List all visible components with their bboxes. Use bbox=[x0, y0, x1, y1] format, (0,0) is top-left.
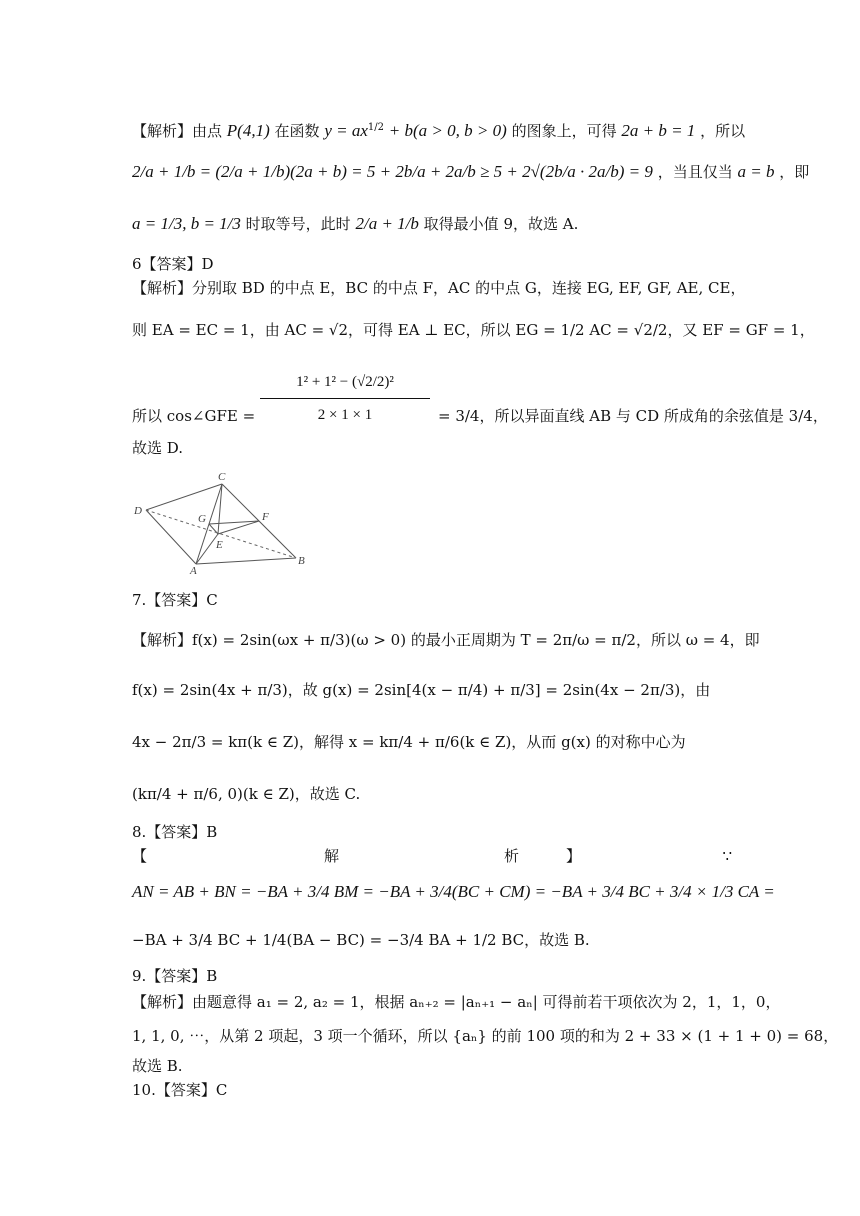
label-e: E bbox=[216, 539, 223, 551]
q5-line2 bbox=[132, 162, 810, 182]
label-a: A bbox=[190, 565, 197, 574]
q5-text: 【解析】由点 bbox=[132, 122, 223, 140]
q8-text: 析 bbox=[504, 847, 520, 865]
q5-expression: 2/a + 1/b = (2/a + 1/b)(2a + b) = 5 + 2b/a + 2a/b ≥ 5 + 2√(2b/a · 2a/b) = 9 bbox=[132, 162, 653, 181]
q5-point: P(4,1) bbox=[226, 121, 270, 140]
q5-expression: 2/a + 1/b bbox=[355, 214, 419, 233]
q5-eq: 2a + b = 1 bbox=[621, 121, 696, 140]
q6-answer: 6【答案】D bbox=[132, 255, 214, 273]
q5-text: ，即 bbox=[779, 163, 810, 181]
q8-bracket-close: 】 bbox=[566, 847, 582, 865]
q10-answer: 10.【答案】C bbox=[132, 1081, 228, 1099]
q5-func: y = ax bbox=[324, 121, 368, 140]
q9-line3: 故选 B. bbox=[132, 1057, 183, 1075]
q6-line3 bbox=[132, 372, 828, 444]
label-f: F bbox=[262, 511, 269, 523]
q6-line4: 故选 D. bbox=[132, 439, 184, 457]
label-g: G bbox=[198, 513, 206, 525]
q5-text: ，当且仅当 bbox=[657, 163, 733, 181]
q6-text: = 3/4，所以异面直线 AB 与 CD 所成角的余弦值是 3/4， bbox=[438, 407, 828, 425]
q6-fraction-numerator: 1² + 1² − (√2/2)² bbox=[260, 372, 430, 399]
q7-line2: f(x) = 2sin(4x + π/3)，故 g(x) = 2sin[4(x − π/4) + π/3] = 2sin(4x − 2π/3)，由 bbox=[132, 681, 711, 699]
q5-line1 bbox=[132, 118, 746, 141]
q5-text: 的图象上，可得 bbox=[511, 122, 617, 140]
q6-tetrahedron-figure bbox=[132, 470, 314, 574]
q5-text: 取得最小值 9，故选 A. bbox=[423, 215, 579, 233]
q5-text: 时取等号，此时 bbox=[245, 215, 351, 233]
edge-ae bbox=[196, 534, 218, 564]
q5-func-tail: + b(a > 0, b > 0) bbox=[388, 121, 507, 140]
q6-fraction-denominator: 2 × 1 × 1 bbox=[317, 407, 373, 423]
q6-line1: 【解析】分别取 BD 的中点 E，BC 的中点 F，AC 的中点 G，连接 EG, EF, GF, AE, CE， bbox=[132, 279, 746, 297]
q8-answer: 8.【答案】B bbox=[132, 823, 218, 841]
q8-bracket-open: 【 bbox=[132, 847, 148, 865]
q6-fraction bbox=[260, 372, 430, 425]
edge-dc bbox=[146, 484, 222, 510]
q7-line1: 【解析】f(x) = 2sin(ωx + π/3)(ω > 0) 的最小正周期为 T = 2π/ω = π/2，所以 ω = 4，即 bbox=[132, 631, 760, 649]
label-b: B bbox=[298, 555, 305, 567]
q8-because: ∵ bbox=[722, 847, 732, 865]
edge-ab bbox=[196, 558, 296, 564]
q5-condition: a = b bbox=[737, 162, 775, 181]
q5-line3 bbox=[132, 214, 732, 234]
q7-line4: (kπ/4 + π/6, 0)(k ∈ Z)，故选 C. bbox=[132, 785, 361, 803]
q9-line2: 1, 1, 0, ⋯，从第 2 项起，3 项一个循环，所以 {aₙ} 的前 100 项的和为 2 + 33 × (1 + 1 + 0) = 68， bbox=[132, 1027, 839, 1045]
q9-answer: 9.【答案】B bbox=[132, 967, 218, 985]
q6-text: 所以 cos∠GFE = bbox=[132, 407, 256, 425]
q5-text: 在函数 bbox=[274, 122, 320, 140]
q8-line3: −BA + 3/4 BC + 1/4(BA − BC) = −3/4 BA + 1/2 BC，故选 B. bbox=[132, 931, 590, 949]
q5-values: a = 1/3, b = 1/3 bbox=[132, 214, 241, 233]
label-c: C bbox=[218, 471, 226, 483]
label-d: D bbox=[134, 505, 142, 517]
q7-answer: 7.【答案】C bbox=[132, 591, 218, 609]
q6-line2: 则 EA = EC = 1，由 AC = √2，可得 EA ⊥ EC，所以 EG = 1/2 AC = √2/2，又 EF = GF = 1， bbox=[132, 321, 815, 339]
q5-exponent: 1/2 bbox=[367, 122, 384, 133]
q7-line3: 4x − 2π/3 = kπ(k ∈ Z)，解得 x = kπ/4 + π/6(k ∈ Z)，从而 g(x) 的对称中心为 bbox=[132, 733, 686, 751]
q8-text: 解 bbox=[324, 847, 340, 865]
q9-line1: 【解析】由题意得 a₁ = 2, a₂ = 1，根据 aₙ₊₂ = |aₙ₊₁ − aₙ| 可得前若干项依次为 2，1，1，0， bbox=[132, 993, 781, 1011]
q5-text: ，所以 bbox=[700, 122, 746, 140]
q8-line2: AN = AB + BN = −BA + 3/4 BM = −BA + 3/4(BC + CM) = −BA + 3/4 BC + 3/4 × 1/3 CA = bbox=[132, 882, 775, 901]
